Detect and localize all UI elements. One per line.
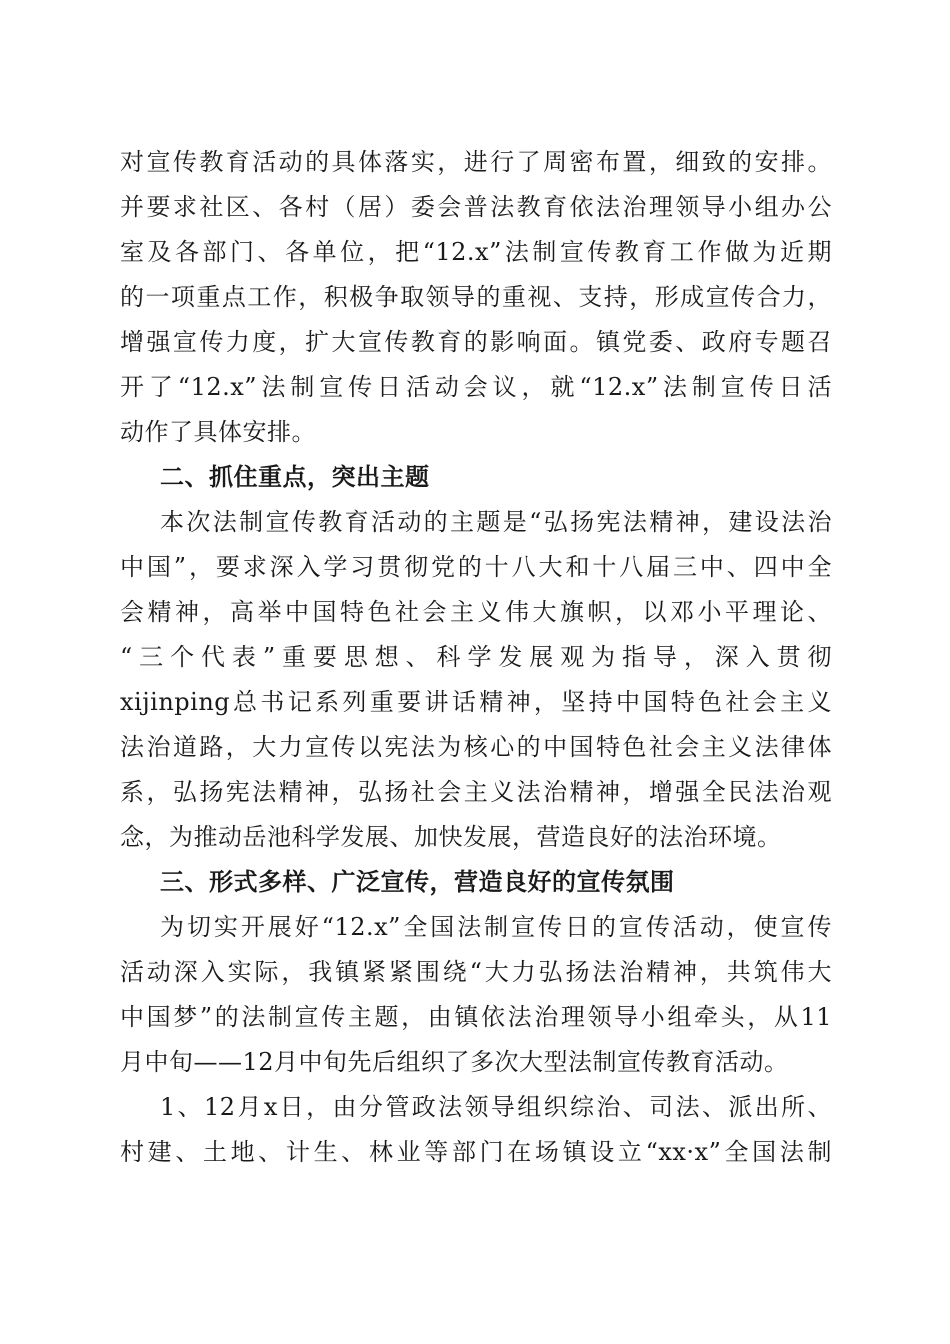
text-line: 法治道路，大力宣传以宪法为核心的中国特色社会主义法律体 [120, 733, 832, 761]
text-line: 并要求社区、各村（居）委会普法教育依法治理领导小组办公 [120, 193, 832, 221]
text-line: 本次法制宣传教育活动的主题是“弘扬宪法精神，建设法治 [160, 508, 832, 536]
text-line: “三个代表”重要思想、科学发展观为指导，深入贯彻 [120, 643, 832, 671]
text-line: 中国梦”的法制宣传主题，由镇依法治理领导小组牵头，从11 [120, 1003, 832, 1031]
text-line: 增强宣传力度，扩大宣传教育的影响面。镇党委、政府专题召 [120, 328, 832, 356]
text-line: 月中旬——12月中旬先后组织了多次大型法制宣传教育活动。 [120, 1048, 789, 1076]
text-line: 系，弘扬宪法精神，弘扬社会主义法治精神，增强全民法治观 [120, 778, 832, 806]
section-heading-2: 二、抓住重点，突出主题 [160, 463, 430, 491]
text-line: 活动深入实际，我镇紧紧围绕“大力弘扬法治精神，共筑伟大 [120, 958, 832, 986]
text-line: 为切实开展好“12.x”全国法制宣传日的宣传活动，使宣传 [160, 913, 832, 941]
text-line: 对宣传教育活动的具体落实，进行了周密布置，细致的安排。 [120, 148, 832, 176]
text-line: xijinping总书记系列重要讲话精神，坚持中国特色社会主义 [120, 688, 832, 716]
text-line: 中国”，要求深入学习贯彻党的十八大和十八届三中、四中全 [120, 553, 832, 581]
text-line: 动作了具体安排。 [120, 418, 316, 446]
text-line: 村建、土地、计生、林业等部门在场镇设立“xx·x”全国法制 [120, 1138, 832, 1166]
text-line: 室及各部门、各单位，把“12.x”法制宣传教育工作做为近期 [120, 238, 832, 266]
text-line: 念，为推动岳池科学发展、加快发展，营造良好的法治环境。 [120, 823, 782, 851]
text-line: 的一项重点工作，积极争取领导的重视、支持，形成宣传合力， [120, 283, 832, 311]
text-line: 开了“12.x”法制宣传日活动会议，就“12.x”法制宣传日活 [120, 373, 832, 401]
section-heading-3: 三、形式多样、广泛宣传，营造良好的宣传氛围 [160, 868, 675, 896]
text-line: 会精神，高举中国特色社会主义伟大旗帜，以邓小平理论、 [120, 598, 832, 626]
document-body [120, 140, 832, 1175]
text-line: 1、12月x日，由分管政法领导组织综治、司法、派出所、 [160, 1093, 832, 1121]
